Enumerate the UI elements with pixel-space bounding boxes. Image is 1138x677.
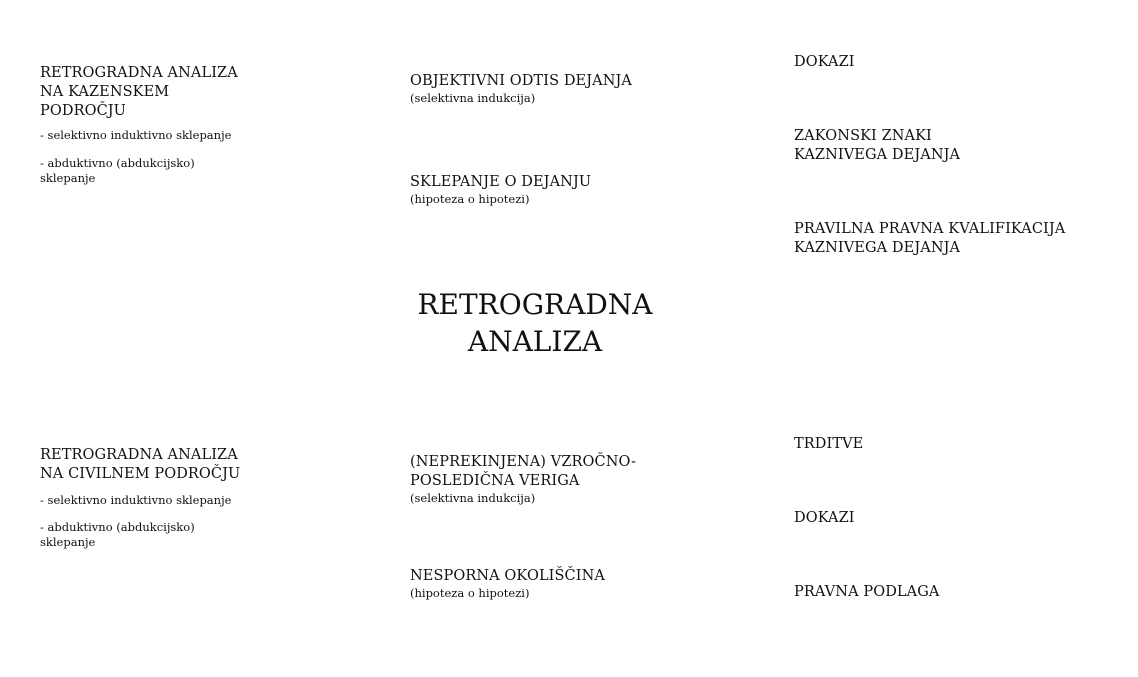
undisputed-fact-title: NESPORNA OKOLIŠČINA	[410, 568, 605, 584]
undisputed-fact-block	[410, 567, 605, 601]
criminal-inductive-item: - selektivno induktivno sklepanje	[40, 128, 232, 142]
inference-act-block	[410, 173, 591, 207]
evidence-label-bottom: DOKAZI	[794, 510, 855, 526]
undisputed-fact-note: (hipoteza o hipotezi)	[410, 586, 530, 600]
legal-elements-label: ZAKONSKI ZNAKI KAZNIVEGA DEJANJA	[794, 128, 961, 163]
civil-analysis-heading: RETROGRADNA ANALIZA NA CIVILNEM PODROČJU	[40, 447, 241, 482]
objective-trace-title: OBJEKTIVNI ODTIS DEJANJA	[410, 73, 632, 89]
causal-chain-note: (selektivna indukcija)	[410, 491, 536, 505]
inference-act-note: (hipoteza o hipotezi)	[410, 192, 530, 206]
causal-chain-title: (NEPREKINJENA) VZROČNO- POSLEDIČNA VERIGA	[410, 454, 637, 489]
evidence-label-top: DOKAZI	[794, 54, 855, 70]
criminal-abductive-item: - abduktivno (abdukcijsko) sklepanje	[40, 156, 195, 185]
inference-act-title: SKLEPANJE O DEJANJU	[410, 174, 592, 190]
legal-basis-label: PRAVNA PODLAGA	[794, 584, 940, 600]
center-title: RETROGRADNA ANALIZA	[417, 288, 653, 358]
claims-label: TRDITVE	[794, 436, 864, 452]
civil-inductive-item: - selektivno induktivno sklepanje	[40, 493, 232, 507]
civil-abductive-item: - abduktivno (abdukcijsko) sklepanje	[40, 520, 195, 549]
objective-trace-block	[410, 72, 632, 106]
legal-qualification-label: PRAVILNA PRAVNA KVALIFIKACIJA KAZNIVEGA DEJANJA	[794, 221, 1066, 256]
causal-chain-block	[410, 453, 636, 506]
objective-trace-note: (selektivna indukcija)	[410, 91, 536, 105]
criminal-analysis-heading: RETROGRADNA ANALIZA NA KAZENSKEM PODROČJU	[40, 65, 238, 119]
